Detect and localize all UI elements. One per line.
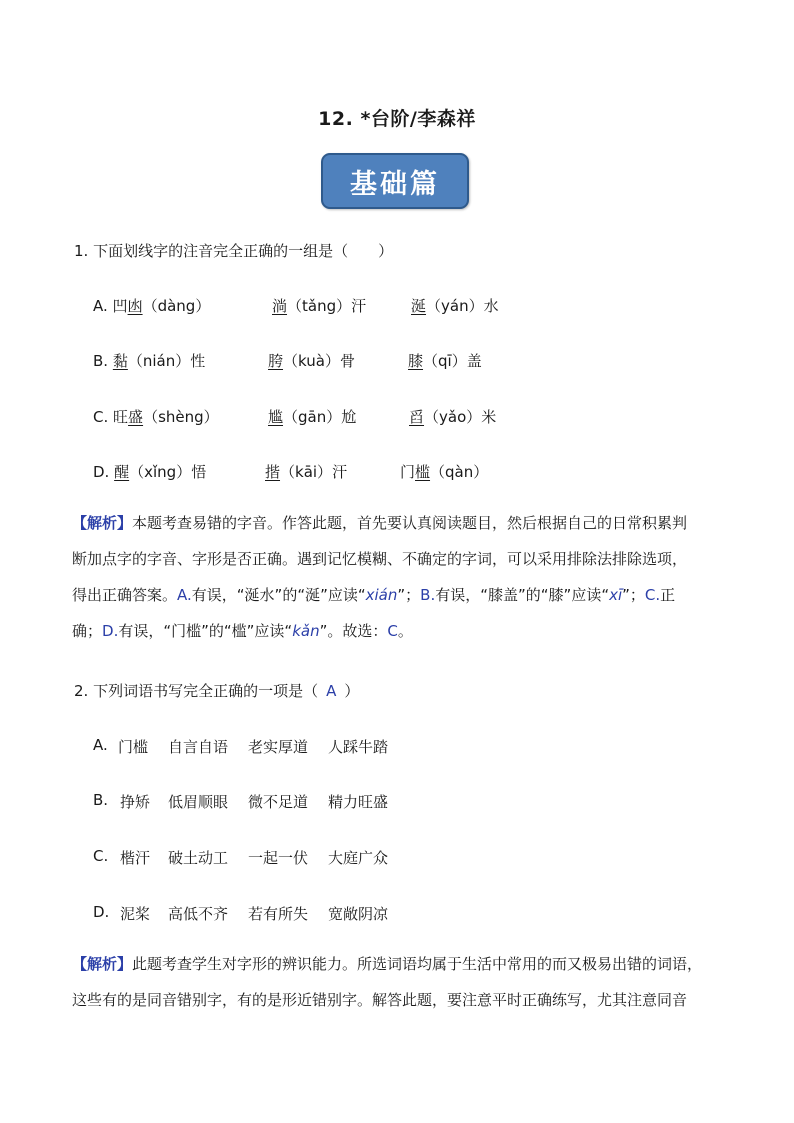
option-item: 旺盛（shèng） bbox=[113, 408, 219, 426]
q1-option-b bbox=[93, 350, 205, 371]
pinyin: （dàng） bbox=[142, 297, 211, 315]
pinyin: （nián） bbox=[127, 352, 191, 370]
q1-option-d-item-3: 门槛（qàn） bbox=[400, 463, 489, 481]
q1-option-b-item-2: 胯（kuà）骨 bbox=[268, 352, 355, 370]
q1-option-a-item-2: 淌（tǎng）汗 bbox=[272, 297, 367, 315]
analysis-tag: 【解析】 bbox=[72, 955, 133, 973]
analysis-tag: 【解析】 bbox=[72, 514, 133, 532]
answer-choice: A bbox=[326, 682, 337, 700]
question-1-analysis: 【解析】本题考查易错的字音。作答此题，首先要认真阅读题目，然后根据自己的日常积累判 断加点字的字音、字形是否正确。遇到记忆模糊、不确定的字词，可以采用排除法排除选项， 得出正确答案。A.有误，“涎水”的“涎”应读“xián”；B.有误，“膝盖”的“膝”应读“xī”；C.正 确；D.有误，“门槛”的“槛”应读“kǎn”。故选：C。 bbox=[72, 514, 688, 640]
pinyin: （qàn） bbox=[430, 463, 489, 481]
q1-option-a bbox=[93, 295, 210, 316]
question-1-stem: 1. 下面划线字的注音完全正确的一组是（ ） bbox=[74, 242, 394, 260]
question-2-stem: 2. 下列词语书写完全正确的一项是（ A ） bbox=[74, 682, 360, 700]
option-label: D. bbox=[93, 463, 110, 481]
q1-option-b-item-3: 膝（qī）盖 bbox=[408, 352, 482, 370]
section-banner bbox=[321, 153, 469, 209]
question-2-analysis: 【解析】此题考查学生对字形的辨识能力。所选词语均属于生活中常用的而又极易出错的词语， 这些有的是同音错别字，有的是形近错别字。解答此题，要注意平时正确练写，尤其注意同音 bbox=[72, 955, 703, 1009]
option-item: 凹凼（dàng） bbox=[112, 297, 211, 315]
page-title: 12. *台阶/李森祥 bbox=[318, 108, 476, 130]
pinyin: （kuà） bbox=[283, 352, 340, 370]
q1-option-c bbox=[93, 406, 219, 427]
pinyin: （yán） bbox=[426, 297, 484, 315]
q2-option-b: B. 挣矫 低眉顺眼 微不足道 精力旺盛 bbox=[93, 791, 389, 811]
option-label: B. bbox=[93, 352, 109, 370]
option-label: C. bbox=[93, 408, 109, 426]
section-banner-label: 基础篇 bbox=[350, 168, 440, 200]
q1-option-a-item-3: 涎（yán）水 bbox=[411, 297, 499, 315]
q2-option-d: D. 泥桨 高低不齐 若有所失 宽敞阴凉 bbox=[93, 903, 389, 923]
underlined-char: 凼 bbox=[127, 297, 143, 315]
option-item: 醒（xǐng）悟 bbox=[114, 463, 207, 481]
pinyin: （qī） bbox=[423, 352, 467, 370]
q1-option-c-item-3: 舀（yǎo）米 bbox=[409, 408, 497, 426]
q2-option-c: C. 楷汗 破土动工 一起一伏 大庭广众 bbox=[93, 847, 389, 867]
option-label: A. bbox=[93, 297, 108, 315]
pinyin: （tǎng） bbox=[287, 297, 352, 315]
pinyin: （shèng） bbox=[143, 408, 219, 426]
pinyin: （yǎo） bbox=[424, 408, 482, 426]
pinyin: （xǐng） bbox=[129, 463, 192, 481]
q1-option-d-item-2: 揩（kāi）汗 bbox=[265, 463, 348, 481]
option-item: 黏（nián）性 bbox=[112, 352, 206, 370]
q1-option-c-item-2: 尴（gān）尬 bbox=[268, 408, 357, 426]
pinyin: （kāi） bbox=[280, 463, 333, 481]
pinyin: （gān） bbox=[283, 408, 342, 426]
q1-option-d bbox=[93, 461, 206, 482]
q2-option-a: A. 门槛 自言自语 老实厚道 人踩牛踏 bbox=[93, 736, 389, 756]
